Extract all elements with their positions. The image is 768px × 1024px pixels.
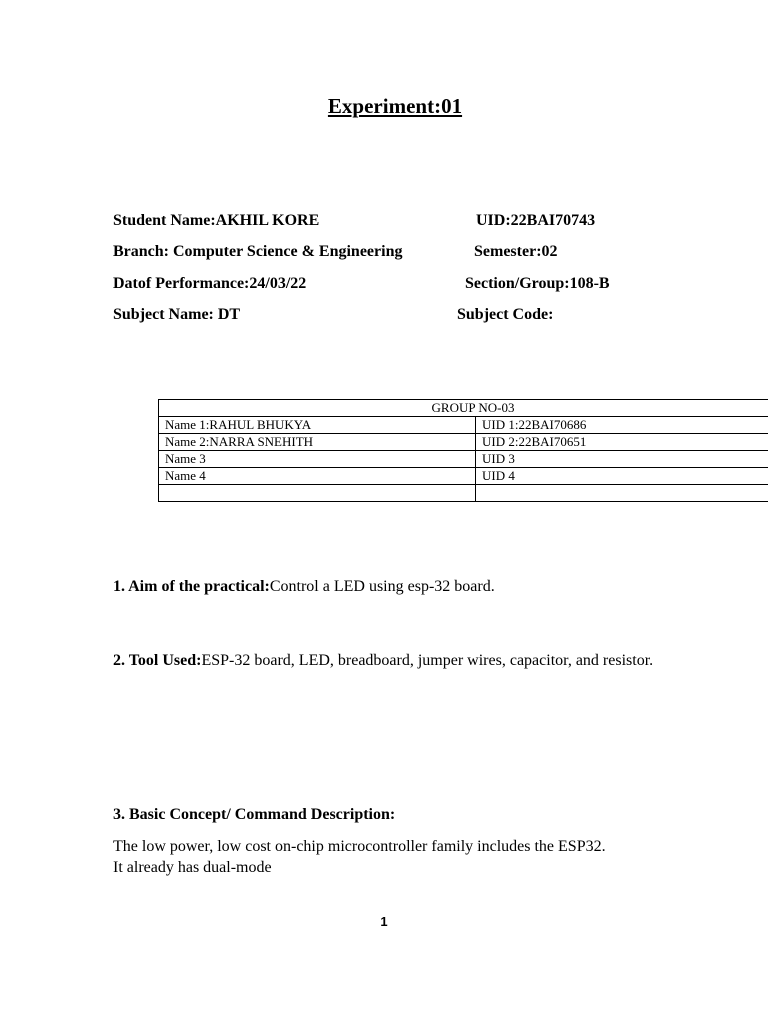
tool-label: 2. Tool Used: [113, 652, 202, 669]
member-name: Name 3 [159, 451, 476, 468]
table-row [159, 451, 768, 468]
aim-text: Control a LED using esp-32 board. [269, 578, 495, 595]
date-of-performance: Datof Performance:24/03/22 [113, 275, 307, 292]
page-number: 1 [380, 914, 388, 929]
section-group: Section/Group:108-B [465, 275, 610, 292]
table-row [159, 417, 768, 434]
tool-text: ESP-32 board, LED, breadboard, jumper wires, capacitor, and resistor. [201, 652, 654, 669]
aim-section [113, 576, 673, 597]
student-uid: UID:22BAI70743 [476, 212, 596, 229]
member-name [159, 485, 476, 502]
table-row [159, 485, 768, 502]
table-row [159, 468, 768, 485]
member-uid: UID 2:22BAI70651 [476, 434, 768, 451]
concept-heading [113, 804, 673, 825]
member-uid: UID 4 [476, 468, 768, 485]
member-name: Name 1:RAHUL BHUKYA [159, 417, 476, 434]
page-title: Experiment:01 [327, 94, 463, 118]
table-header-row [159, 400, 768, 417]
member-uid: UID 3 [476, 451, 768, 468]
member-name: Name 2:NARRA SNEHITH [159, 434, 476, 451]
table-row [159, 434, 768, 451]
subject-name: Subject Name: DT [113, 306, 241, 323]
concept-text: The low power, low cost on-chip microcontroller family includes the ESP32. It already has dual-mode [113, 838, 606, 876]
student-name: Student Name:AKHIL KORE [113, 212, 320, 229]
branch: Branch: Computer Science & Engineering [113, 243, 403, 260]
tool-section [113, 650, 673, 671]
subject-code: Subject Code: [457, 306, 554, 323]
aim-label: 1. Aim of the practical: [113, 578, 270, 595]
concept-label: 3. Basic Concept/ Command Description: [113, 806, 396, 823]
member-name: Name 4 [159, 468, 476, 485]
member-uid: UID 1:22BAI70686 [476, 417, 768, 434]
group-number: GROUP NO-03 [159, 400, 768, 417]
semester: Semester:02 [474, 243, 558, 260]
member-uid [476, 485, 768, 502]
group-table [158, 399, 768, 502]
